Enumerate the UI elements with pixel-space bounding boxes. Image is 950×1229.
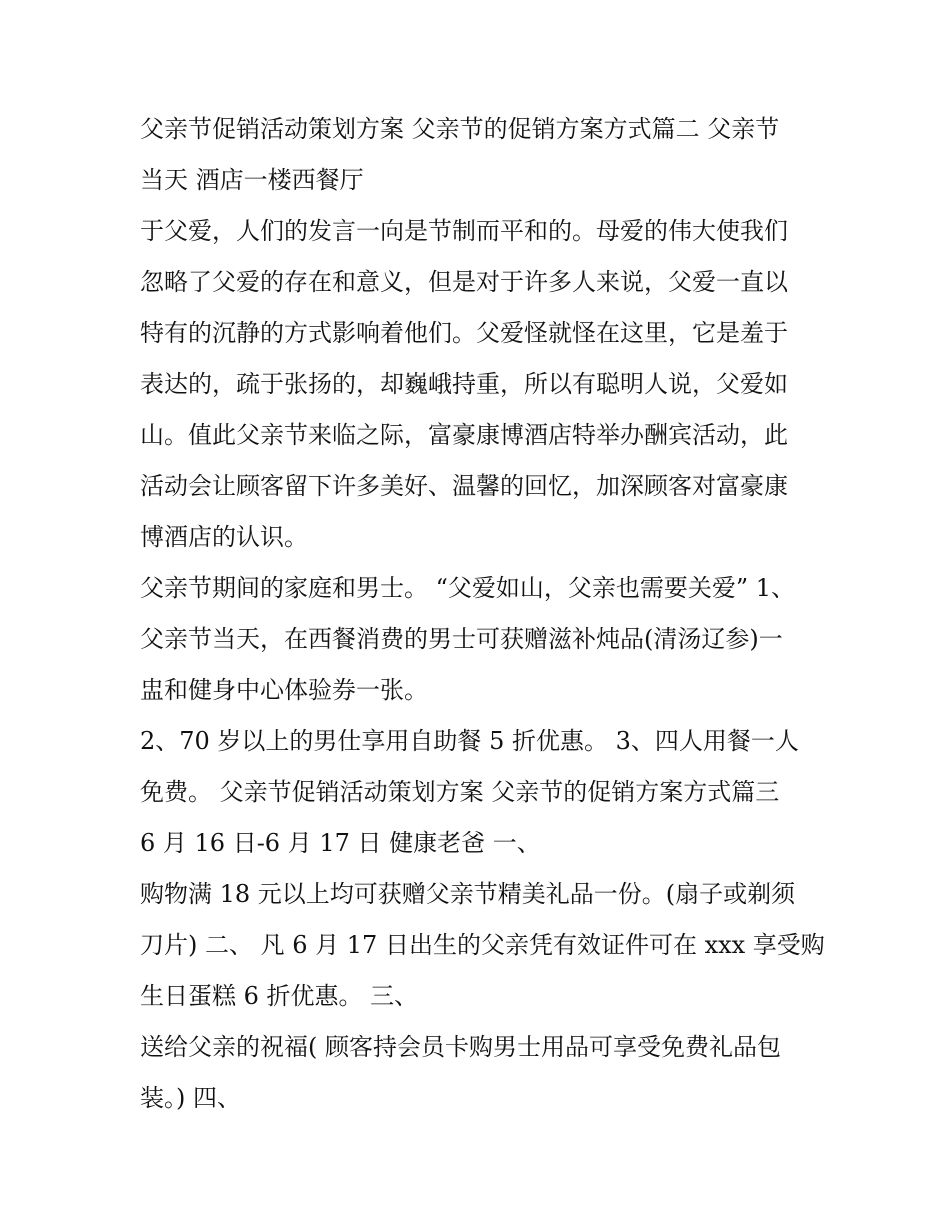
text-line: 于父爱，人们的发言一向是节制而平和的。母爱的伟大使我们 xyxy=(140,217,788,245)
text-line: 生日蛋糕 6 折优惠。 三、 xyxy=(140,982,419,1010)
text-line: 6 月 16 日-6 月 17 日 健康老爸 一、 xyxy=(140,829,541,857)
text-line: 表达的，疏于张扬的，却巍峨持重，所以有聪明人说，父爱如 xyxy=(140,370,788,398)
text-line: 2、70 岁以上的男仕享用自助餐 5 折优惠。 3、四人用餐一人 xyxy=(140,727,799,755)
document-body xyxy=(140,104,825,1124)
text-line: 博酒店的认识。 xyxy=(140,523,308,551)
text-line: 购物满 18 元以上均可获赠父亲节精美礼品一份。(扇子或剃须 xyxy=(140,880,796,908)
text-line: 活动会让顾客留下许多美好、温馨的回忆，加深顾客对富豪康 xyxy=(140,472,788,500)
text-line: 父亲节促销活动策划方案 父亲节的促销方案方式篇二 父亲节 xyxy=(140,115,780,143)
text-line: 免费。 父亲节促销活动策划方案 父亲节的促销方案方式篇三 xyxy=(140,778,780,806)
text-line: 装。) 四、 xyxy=(140,1084,241,1112)
text-line: 父亲节期间的家庭和男士。 “父爱如山，父亲也需要关爱” 1、 xyxy=(140,574,796,602)
text-line: 盅和健身中心体验券一张。 xyxy=(140,676,428,704)
text-line: 山。值此父亲节来临之际，富豪康博酒店特举办酬宾活动，此 xyxy=(140,421,788,449)
text-line: 特有的沉静的方式影响着他们。父爱怪就怪在这里，它是羞于 xyxy=(140,319,788,347)
text-line: 刀片) 二、 凡 6 月 17 日出生的父亲凭有效证件可在 xxx 享受购 xyxy=(140,931,825,959)
text-line: 送给父亲的祝福( 顾客持会员卡购男士用品可享受免费礼品包 xyxy=(140,1033,781,1061)
text-line: 当天 酒店一楼西餐厅 xyxy=(140,166,364,194)
text-line: 父亲节当天，在西餐消费的男士可获赠滋补炖品(清汤辽参)一 xyxy=(140,625,783,653)
text-line: 忽略了父爱的存在和意义，但是对于许多人来说，父爱一直以 xyxy=(140,268,788,296)
